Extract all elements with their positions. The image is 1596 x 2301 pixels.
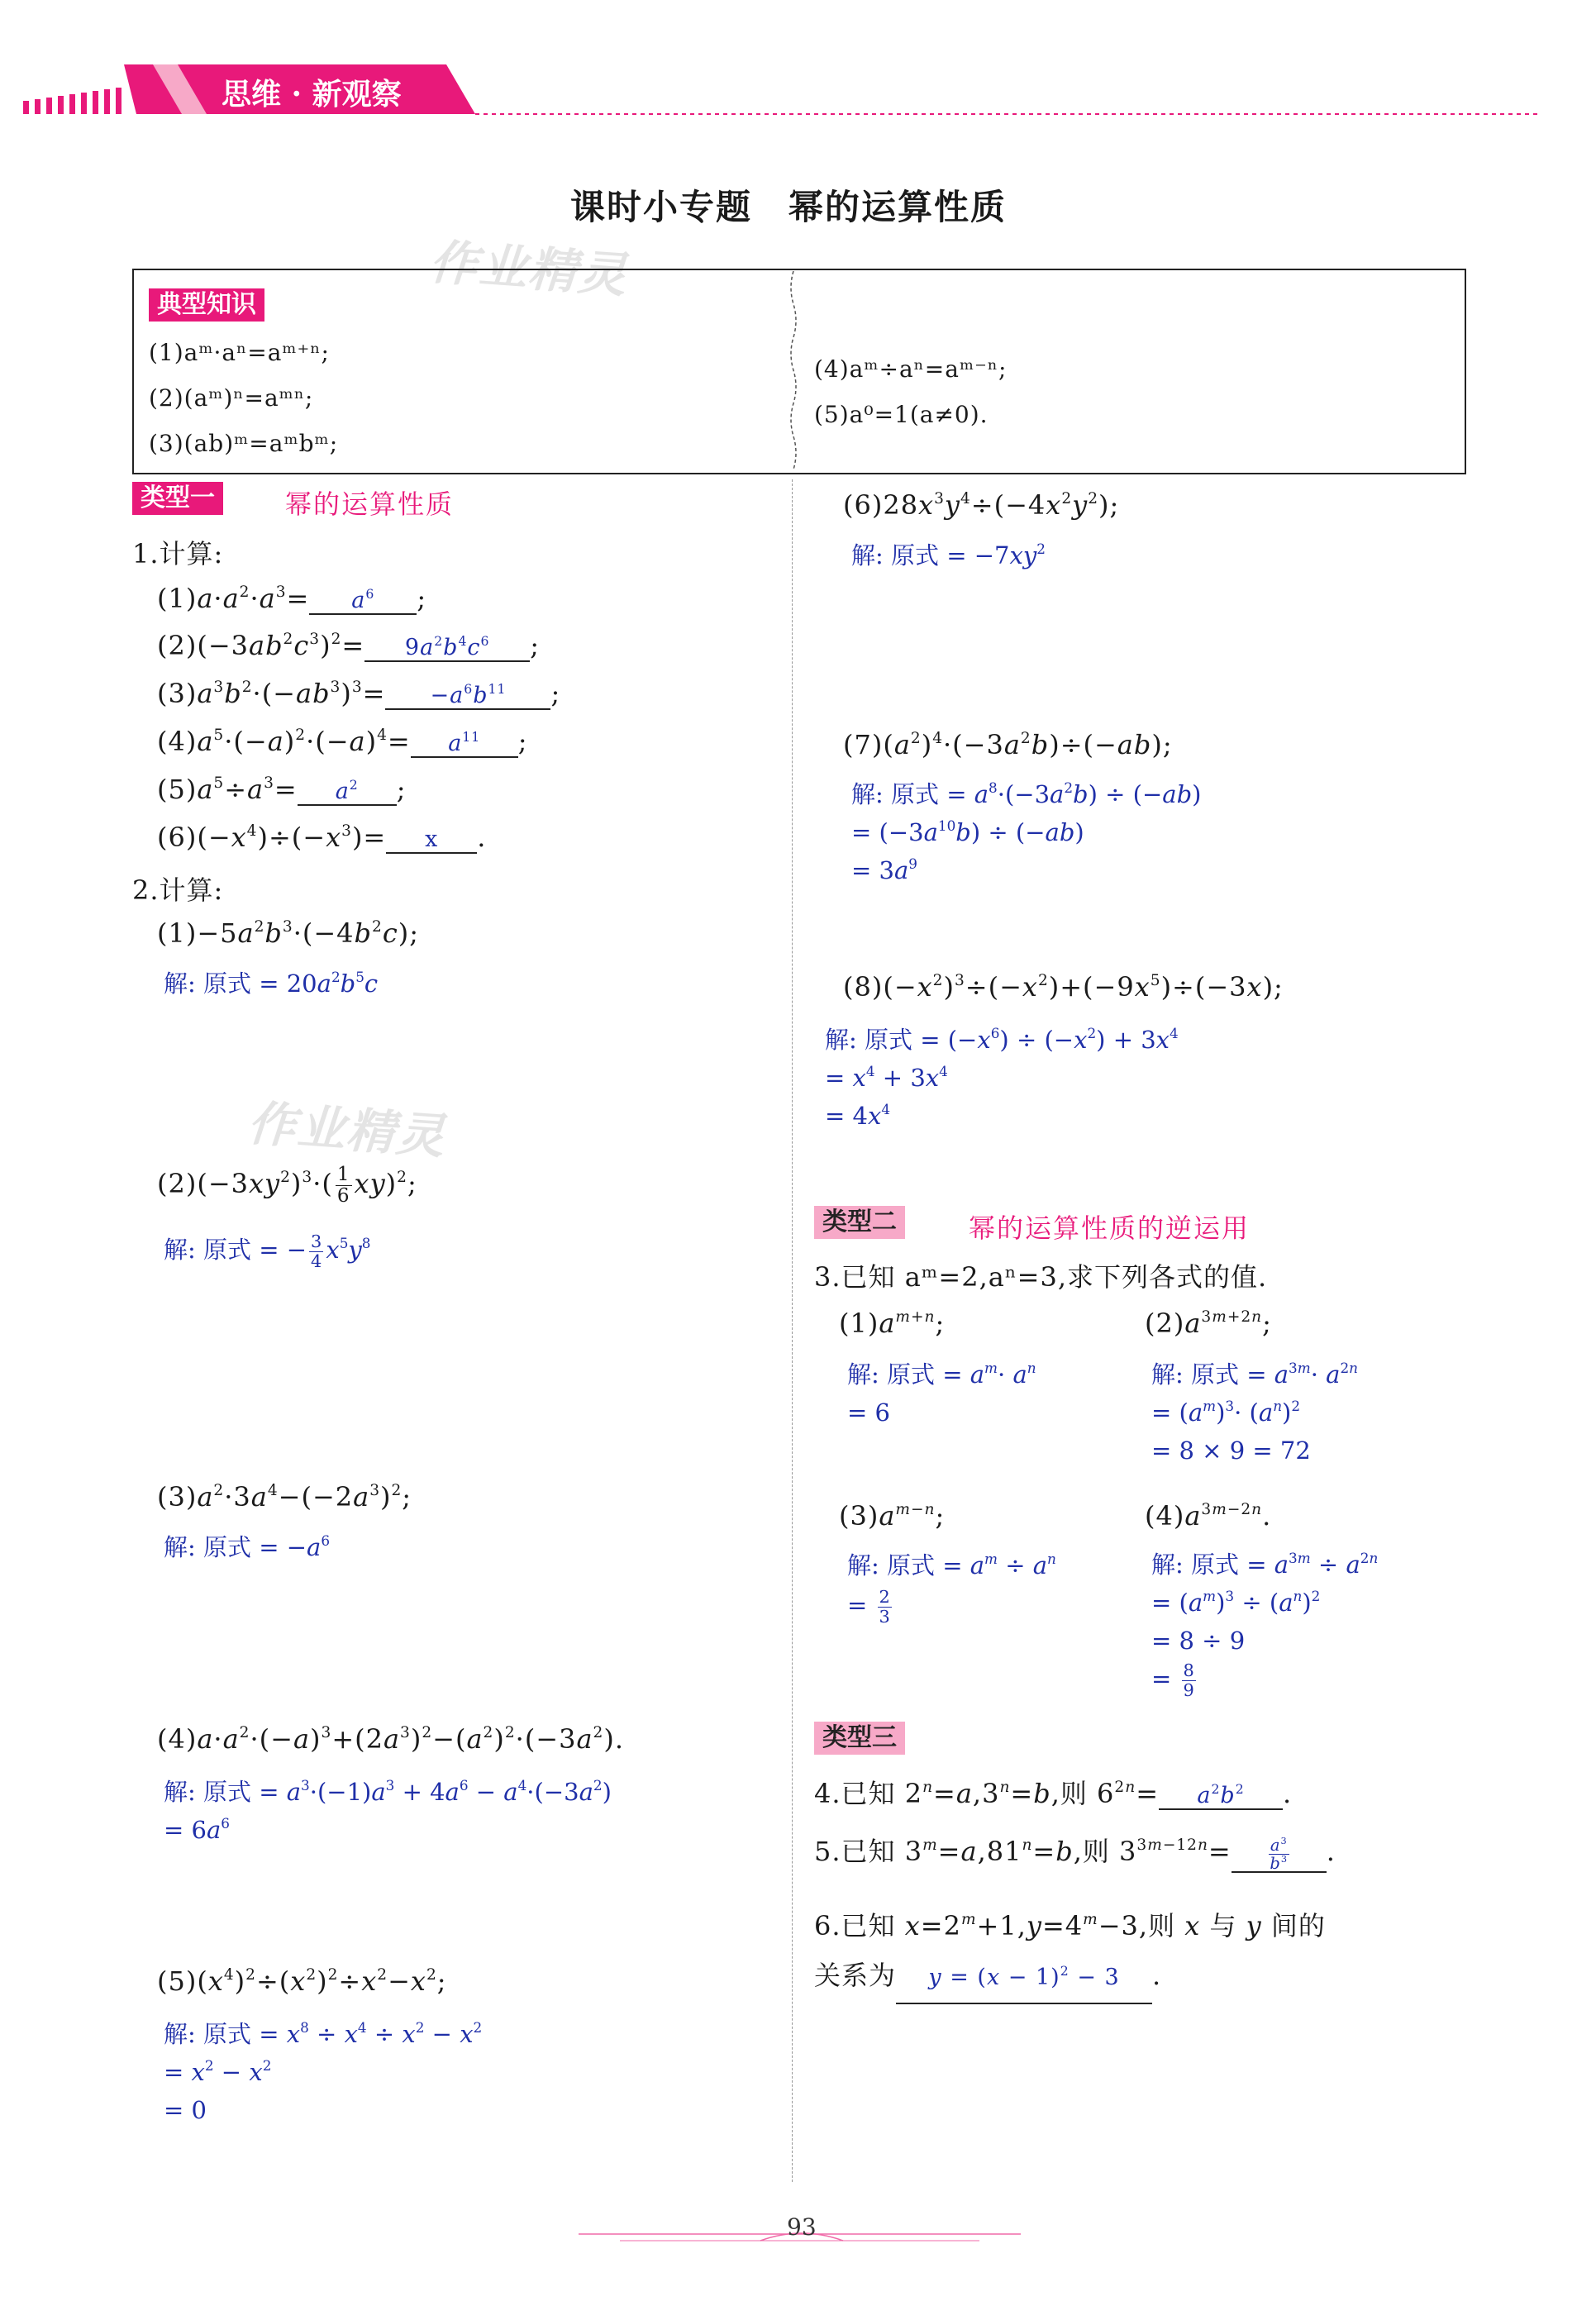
q1-item-4: $(4)a^5\cdot(-a)^2\cdot(-a)^4= a^{11}$ ;: [157, 726, 528, 757]
q1-item-3: $(3)a^3b^2\cdot(-ab^3)^3= -a^6b^{11}$ ;: [157, 678, 561, 709]
q1-item-5: $(5)a^5\div a^3= a^2$ ;: [157, 774, 407, 805]
q2-answer-2: 解: 原式 = − $\frac{3}{4}$ $x^5y^8$: [164, 1231, 371, 1271]
q1-item-1: $(1)a\cdot a^2\cdot a^3= a^6$ ;: [157, 583, 427, 614]
q2-answer-5: 解: 原式 = $x^8 \div x^4 \div x^2 - x^2$ = $x^2 - x^2$ = 0: [164, 2019, 483, 2124]
q3-answer-2: 解: 原式 = $a^{3m}\cdot a^{2n}$ = $(a^m)^3\cdot (a^n)^2$ = 8 × 9 = 72: [1151, 1360, 1358, 1465]
q2-item-3: $(3)a^2\cdot 3a^4-(-2a^3)^2$;: [157, 1481, 412, 1513]
solution-prefix: 解: 原式: [851, 780, 939, 808]
q3-stem: 3.已知 aᵐ=2,aⁿ=3,求下列各式的值.: [814, 1261, 1268, 1293]
q3-answer-1: 解: 原式 = $a^m\cdot a^n$ = 6: [847, 1360, 1036, 1427]
knowledge-rule: (1)aᵐ·aⁿ=aᵐ⁺ⁿ;: [149, 339, 330, 366]
q3-item-4: $(4)a^{3m-2n}$.: [1145, 1500, 1272, 1532]
q3-answer-4: 解: 原式 = $a^{3m} \div a^{2n}$ = $(a^m)^3 \div (a^n)^2$ = 8 ÷ 9 = $\frac{8}{9}$: [1151, 1550, 1379, 1700]
q2-item-8: $(8)(-x^2)^3\div(-x^2)+(-9x^5)\div(-3x)$;: [843, 971, 1284, 1003]
section1-tag: 类型一: [132, 482, 223, 515]
q1-label: 1.计算:: [132, 538, 224, 569]
solution-prefix: 解: 原式: [164, 1778, 251, 1806]
q2-item-6: $(6)28x^3y^4\div(-4x^2y^2)$;: [843, 489, 1120, 521]
section3-tag: 类型三: [814, 1722, 905, 1755]
solution-prefix: 解: 原式: [847, 1360, 935, 1389]
solution-prefix: 解: 原式: [851, 541, 939, 569]
q2-item-7: $(7)(a^2)^4\cdot(-3a^2b)\div(-ab)$;: [843, 729, 1173, 760]
q3-item-2: $(2)a^{3m+2n}$;: [1145, 1308, 1272, 1339]
section2-tag: 类型二: [814, 1206, 905, 1239]
q2-answer-6: 解: 原式 = $-7xy^2$: [851, 541, 1046, 569]
watermark: 作业精灵: [427, 233, 630, 304]
header-banner-text: 思维 · 新观察: [222, 77, 402, 112]
solution-prefix: 解: 原式: [1151, 1360, 1239, 1389]
solution-prefix: 解: 原式: [1151, 1551, 1239, 1579]
q2-answer-7: 解: 原式 = $a^8\cdot(-3a^2b) \div (-ab)$ = $(-3a^{10}b) \div (-ab)$ = $3a^9$: [851, 779, 1202, 884]
solution-prefix: 解: 原式: [164, 2020, 251, 2048]
page-number: 93: [787, 2213, 817, 2241]
knowledge-rule: (3)(ab)ᵐ=aᵐbᵐ;: [149, 430, 339, 457]
watermark: 作业精灵: [245, 1094, 448, 1165]
solution-prefix: 解: 原式: [164, 969, 251, 998]
knowledge-divider: [785, 271, 802, 469]
knowledge-rule: (5)a⁰=1(a≠0).: [814, 401, 989, 428]
q1-item-2: $(2)(-3ab^2c^3)^2= 9a^2b^4c^6$ ;: [157, 630, 540, 661]
q2-item-4: $(4)a\cdot a^2\cdot(-a)^3+(2a^3)^2-(a^2)^2\cdot(-3a^2)$.: [157, 1723, 625, 1755]
q2-answer-1: 解: 原式 = $20a^2b^5c$: [164, 969, 379, 998]
solution-prefix: 解: 原式: [825, 1026, 912, 1054]
q3-answer-3: 解: 原式 = $a^m \div a^n$ = $\frac{2}{3}$: [847, 1551, 1056, 1627]
solution-prefix: 解: 原式: [164, 1533, 251, 1561]
q2-answer-8: 解: 原式 = $(-x^6) \div (-x^2) + 3x^4$ = $x^4 + 3x^4$ = $4x^4$: [825, 1025, 1179, 1130]
section1-title: 幂的运算性质: [285, 488, 455, 520]
page-title: 课时小专题 幂的运算性质: [570, 187, 1008, 227]
q4: 4.已知 $2^n=a,3^n=b$,则 $6^{2n}= a^2b^2$ .: [814, 1778, 1293, 1809]
section2-title: 幂的运算性质的逆运用: [969, 1212, 1251, 1244]
knowledge-tag: 典型知识: [149, 288, 264, 322]
solution-prefix: 解: 原式: [847, 1551, 935, 1579]
knowledge-rule: (4)aᵐ÷aⁿ=aᵐ⁻ⁿ;: [814, 355, 1008, 383]
knowledge-rule: (2)(aᵐ)ⁿ=aᵐⁿ;: [149, 384, 314, 412]
q2-item-2: $(2)(-3xy^2)^3\cdot$( $\frac{1}{6}$ xy)$^2$;: [157, 1164, 417, 1208]
q2-item-5: $(5)(x^4)^2\div(x^2)^2\div x^2-x^2$;: [157, 1965, 447, 1997]
q2-answer-4: 解: 原式 = $a^3\cdot(-1)a^3 + 4a^6 - a^4\cdot(-3a^2)$ = $6a^6$: [164, 1777, 612, 1844]
q6: 6.已知 $x=2^m+1,y=4^m-3$,则 x 与 y 间的 关系为 $y = (x - 1)^2 - 3$ .: [814, 1901, 1326, 2004]
column-divider: [792, 479, 793, 2182]
q5: 5.已知 $3^m=a,81^n=b$,则 $3^{3m-12n}=$ $\frac{a^3}{b^3}$ .: [814, 1835, 1336, 1873]
q2-label: 2.计算:: [132, 874, 224, 906]
q2-item-1: $(1)-5a^2b^3\cdot(-4b^2c)$;: [157, 917, 419, 949]
q2-answer-3: 解: 原式 = $-a^6$: [164, 1532, 331, 1561]
solution-prefix: 解: 原式: [164, 1236, 251, 1264]
q3-item-1: $(1)a^{m+n}$;: [839, 1308, 946, 1339]
q1-item-6: $(6)(-x^4)\div(-x^3)= x$ .: [157, 822, 487, 853]
q3-item-3: $(3)a^{m-n}$;: [839, 1500, 946, 1532]
